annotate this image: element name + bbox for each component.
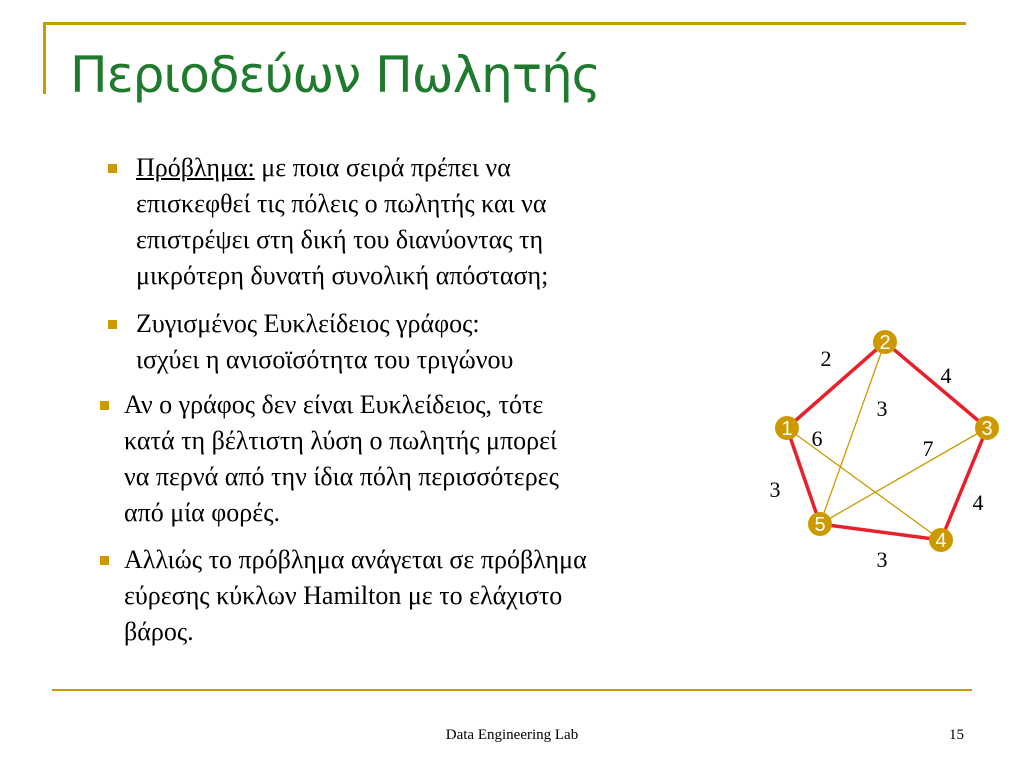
edge-weight-3-4: 4 bbox=[972, 490, 984, 515]
edge-weight-4-5: 3 bbox=[876, 547, 888, 572]
edge-2-3-tour bbox=[885, 342, 987, 428]
edge-weight-1-4: 6 bbox=[811, 426, 823, 451]
footer-lab-name: Data Engineering Lab bbox=[445, 727, 579, 743]
edge-weight-2-3: 4 bbox=[940, 363, 952, 388]
graph-node-label: 2 bbox=[879, 332, 891, 354]
bullet-line: επισκεφθεί τις πόλεις ο πωλητής και να bbox=[136, 189, 547, 218]
edge-weight-3-5: 7 bbox=[922, 436, 934, 461]
graph-node-label: 5 bbox=[814, 514, 826, 536]
edge-3-4-tour bbox=[941, 428, 987, 540]
graph-node-1 bbox=[775, 416, 799, 440]
graph-node-2 bbox=[873, 330, 897, 354]
bullet-line: Αν ο γράφος δεν είναι Ευκλείδειος, τότε bbox=[124, 390, 544, 419]
graph-node-3 bbox=[975, 416, 999, 440]
graph-node-label: 3 bbox=[981, 418, 993, 440]
slide-title: Περιοδεύων Πωλητής bbox=[70, 46, 600, 104]
footer-rule bbox=[52, 689, 972, 691]
bullet-line: βάρος. bbox=[124, 617, 194, 646]
bullet-line: Αλλιώς το πρόβλημα ανάγεται σε πρόβλημα bbox=[124, 545, 587, 574]
bullet-line: να περνά από την ίδια πόλη περισσότερες bbox=[124, 462, 559, 491]
bullet-line: ισχύει η ανισοϊσότητα του τριγώνου bbox=[136, 345, 514, 374]
problem-label: Πρόβλημα: bbox=[136, 153, 255, 182]
edge-weight-2-5: 3 bbox=[876, 396, 888, 421]
graph-node-4 bbox=[929, 528, 953, 552]
bullet-line: επιστρέψει στη δική του διανύοντας τη bbox=[136, 225, 544, 254]
graph-node-label: 1 bbox=[781, 418, 793, 440]
bullet-line: εύρεσης κύκλων Hamilton με το ελάχιστο bbox=[124, 581, 563, 610]
bullet-line: από μία φορές. bbox=[124, 498, 280, 527]
bullet-text: με ποια σειρά πρέπει να bbox=[254, 153, 511, 182]
bullet-line: κατά τη βέλτιστη λύση ο πωλητής μπορεί bbox=[124, 426, 557, 455]
graph-node-label: 4 bbox=[935, 530, 947, 552]
graph-node-5 bbox=[808, 512, 832, 536]
bullet-line: μικρότερη δυνατή συνολική απόσταση; bbox=[136, 261, 549, 290]
edge-weight-5-1: 3 bbox=[769, 477, 781, 502]
edge-weight-1-2: 2 bbox=[820, 346, 832, 371]
bullet-line: Ζυγισμένος Ευκλείδειος γράφος: bbox=[136, 309, 480, 338]
page-number: 15 bbox=[949, 727, 964, 743]
edge-3-5 bbox=[820, 428, 987, 524]
